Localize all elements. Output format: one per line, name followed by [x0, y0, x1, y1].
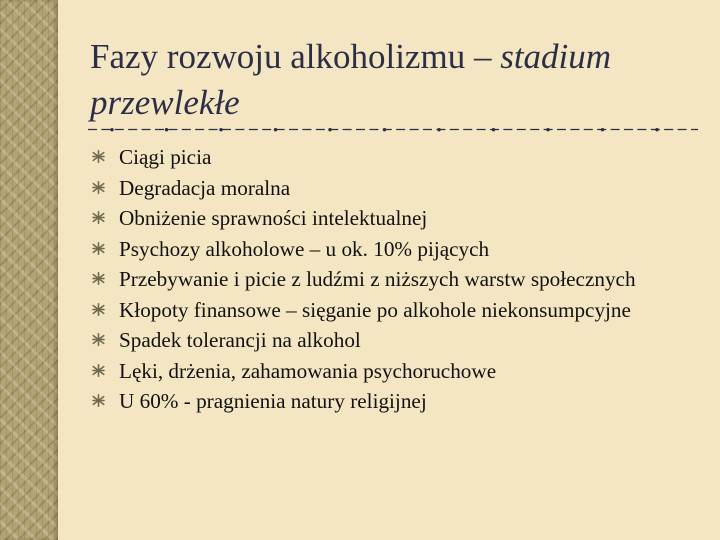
bullet-text: U 60% - pragnienia natury religijnej [119, 389, 427, 413]
bullet-item [92, 386, 682, 417]
asterisk-bullet-icon [92, 333, 105, 346]
asterisk-bullet-icon [92, 242, 105, 255]
asterisk-bullet-icon [92, 364, 105, 377]
divider-dot [219, 128, 222, 131]
bullet-text: Obniżenie sprawności intelektualnej [119, 206, 428, 230]
bullet-item [92, 264, 682, 295]
bullet-text: Spadek tolerancji na alkohol [119, 328, 361, 352]
bullet-text: Kłopoty finansowe – sięganie po alkohole niekonsumpcyjne [119, 297, 631, 322]
slide-title [90, 34, 690, 126]
slide-title-italic-2: przewlekłe [90, 83, 240, 122]
slide-title-text: Fazy rozwoju alkoholizmu – [90, 37, 501, 76]
bullet-item [92, 295, 682, 326]
divider-dot [546, 128, 549, 131]
divider-dot [165, 128, 168, 131]
divider-dot [655, 128, 658, 131]
divider-dot [383, 128, 386, 131]
asterisk-bullet-icon [92, 211, 105, 224]
bullet-list [92, 142, 682, 417]
divider-dot [274, 128, 277, 131]
bullet-text: Przebywanie i picie z ludźmi z niższych warstw społecznych [119, 267, 636, 291]
bullet-item [92, 234, 682, 265]
slide-title-italic-1: stadium [500, 37, 612, 76]
bullet-item [92, 173, 682, 204]
divider-dot [328, 128, 331, 131]
bullet-text: Ciągi picia [119, 145, 212, 169]
divider-dot [492, 128, 495, 131]
asterisk-bullet-icon [92, 181, 105, 194]
asterisk-bullet-icon [92, 394, 105, 407]
bullet-item [92, 203, 682, 234]
divider-dot [437, 128, 440, 131]
bullet-item [92, 142, 682, 173]
textured-side-panel [0, 0, 58, 540]
asterisk-bullet-icon [92, 150, 105, 163]
divider-dot [601, 128, 604, 131]
asterisk-bullet-icon [92, 272, 105, 285]
bullet-item [92, 325, 682, 356]
bullet-item [92, 356, 682, 387]
title-divider [88, 128, 698, 132]
bullet-text: Degradacja moralna [119, 175, 291, 200]
asterisk-bullet-icon [92, 303, 105, 316]
bullet-text: Lęki, drżenia, zahamowania psychoruchowe [119, 358, 497, 383]
divider-dot [110, 128, 113, 131]
bullet-text: Psychozy alkoholowe – u ok. 10% pijących [119, 236, 490, 261]
